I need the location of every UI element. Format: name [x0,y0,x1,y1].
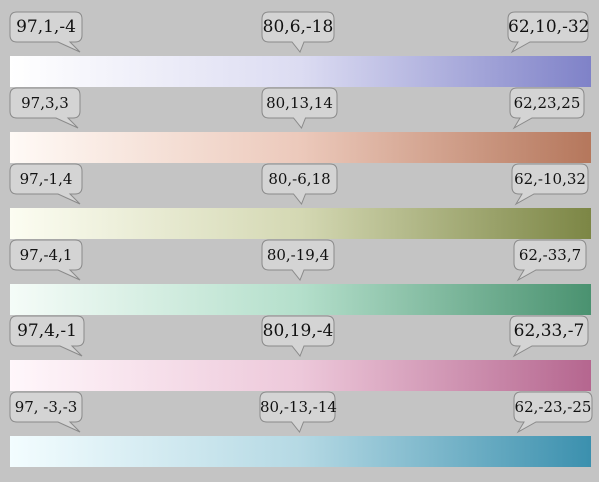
color-value-label: 80,-13,-14 [260,398,337,416]
color-callout [10,164,82,206]
color-value-label: 97,4,-1 [17,321,77,341]
color-callout [262,164,337,206]
color-value-label: 97, -3,-3 [14,398,78,416]
color-callout [514,392,592,434]
swatch-row-green [0,240,599,316]
gradient-bar-pink [10,360,591,391]
color-callout [262,316,334,358]
swatch-row-blue [0,12,599,88]
gradient-bar-olive [10,208,591,239]
color-value-label: 80,19,-4 [262,321,334,341]
swatch-row-cyan [0,392,599,468]
color-value-label: 62,33,-7 [513,321,585,341]
color-value-label: 62,23,25 [513,94,581,112]
color-value-label: 97,-4,1 [19,246,73,264]
color-callout [10,12,82,54]
color-value-label: 80,-6,18 [268,170,331,188]
gradient-bar-green [10,284,591,315]
color-callout [262,12,334,54]
color-value-label: 62,-33,7 [518,246,582,264]
swatch-row-olive [0,164,599,240]
color-callout [262,240,334,282]
color-callout [514,240,586,282]
color-value-label: 97,1,-4 [16,17,76,37]
color-value-label: 62,10,-32 [508,17,590,37]
color-callout [510,88,584,130]
color-value-label: 97,-1,4 [19,170,73,188]
gradient-bar-blue [10,56,591,87]
color-value-label: 62,-10,32 [514,170,586,188]
color-value-label: 80,13,14 [266,94,333,112]
color-value-label: 97,3,3 [21,94,69,112]
color-callout [262,88,337,130]
color-value-label: 80,6,-18 [262,17,334,37]
color-callout [512,164,588,206]
swatch-row-pink [0,316,599,392]
gradient-bar-orange [10,132,591,163]
color-callout [260,392,335,434]
color-callout [10,240,82,282]
color-value-label: 62,-23,-25 [514,398,592,416]
swatch-row-orange [0,88,599,164]
color-value-label: 80,-19,4 [266,246,330,264]
gradient-bar-cyan [10,436,591,467]
color-callout [508,12,588,54]
color-callout [10,88,80,130]
color-callout [10,316,84,358]
color-callout [510,316,588,358]
color-callout [10,392,82,434]
